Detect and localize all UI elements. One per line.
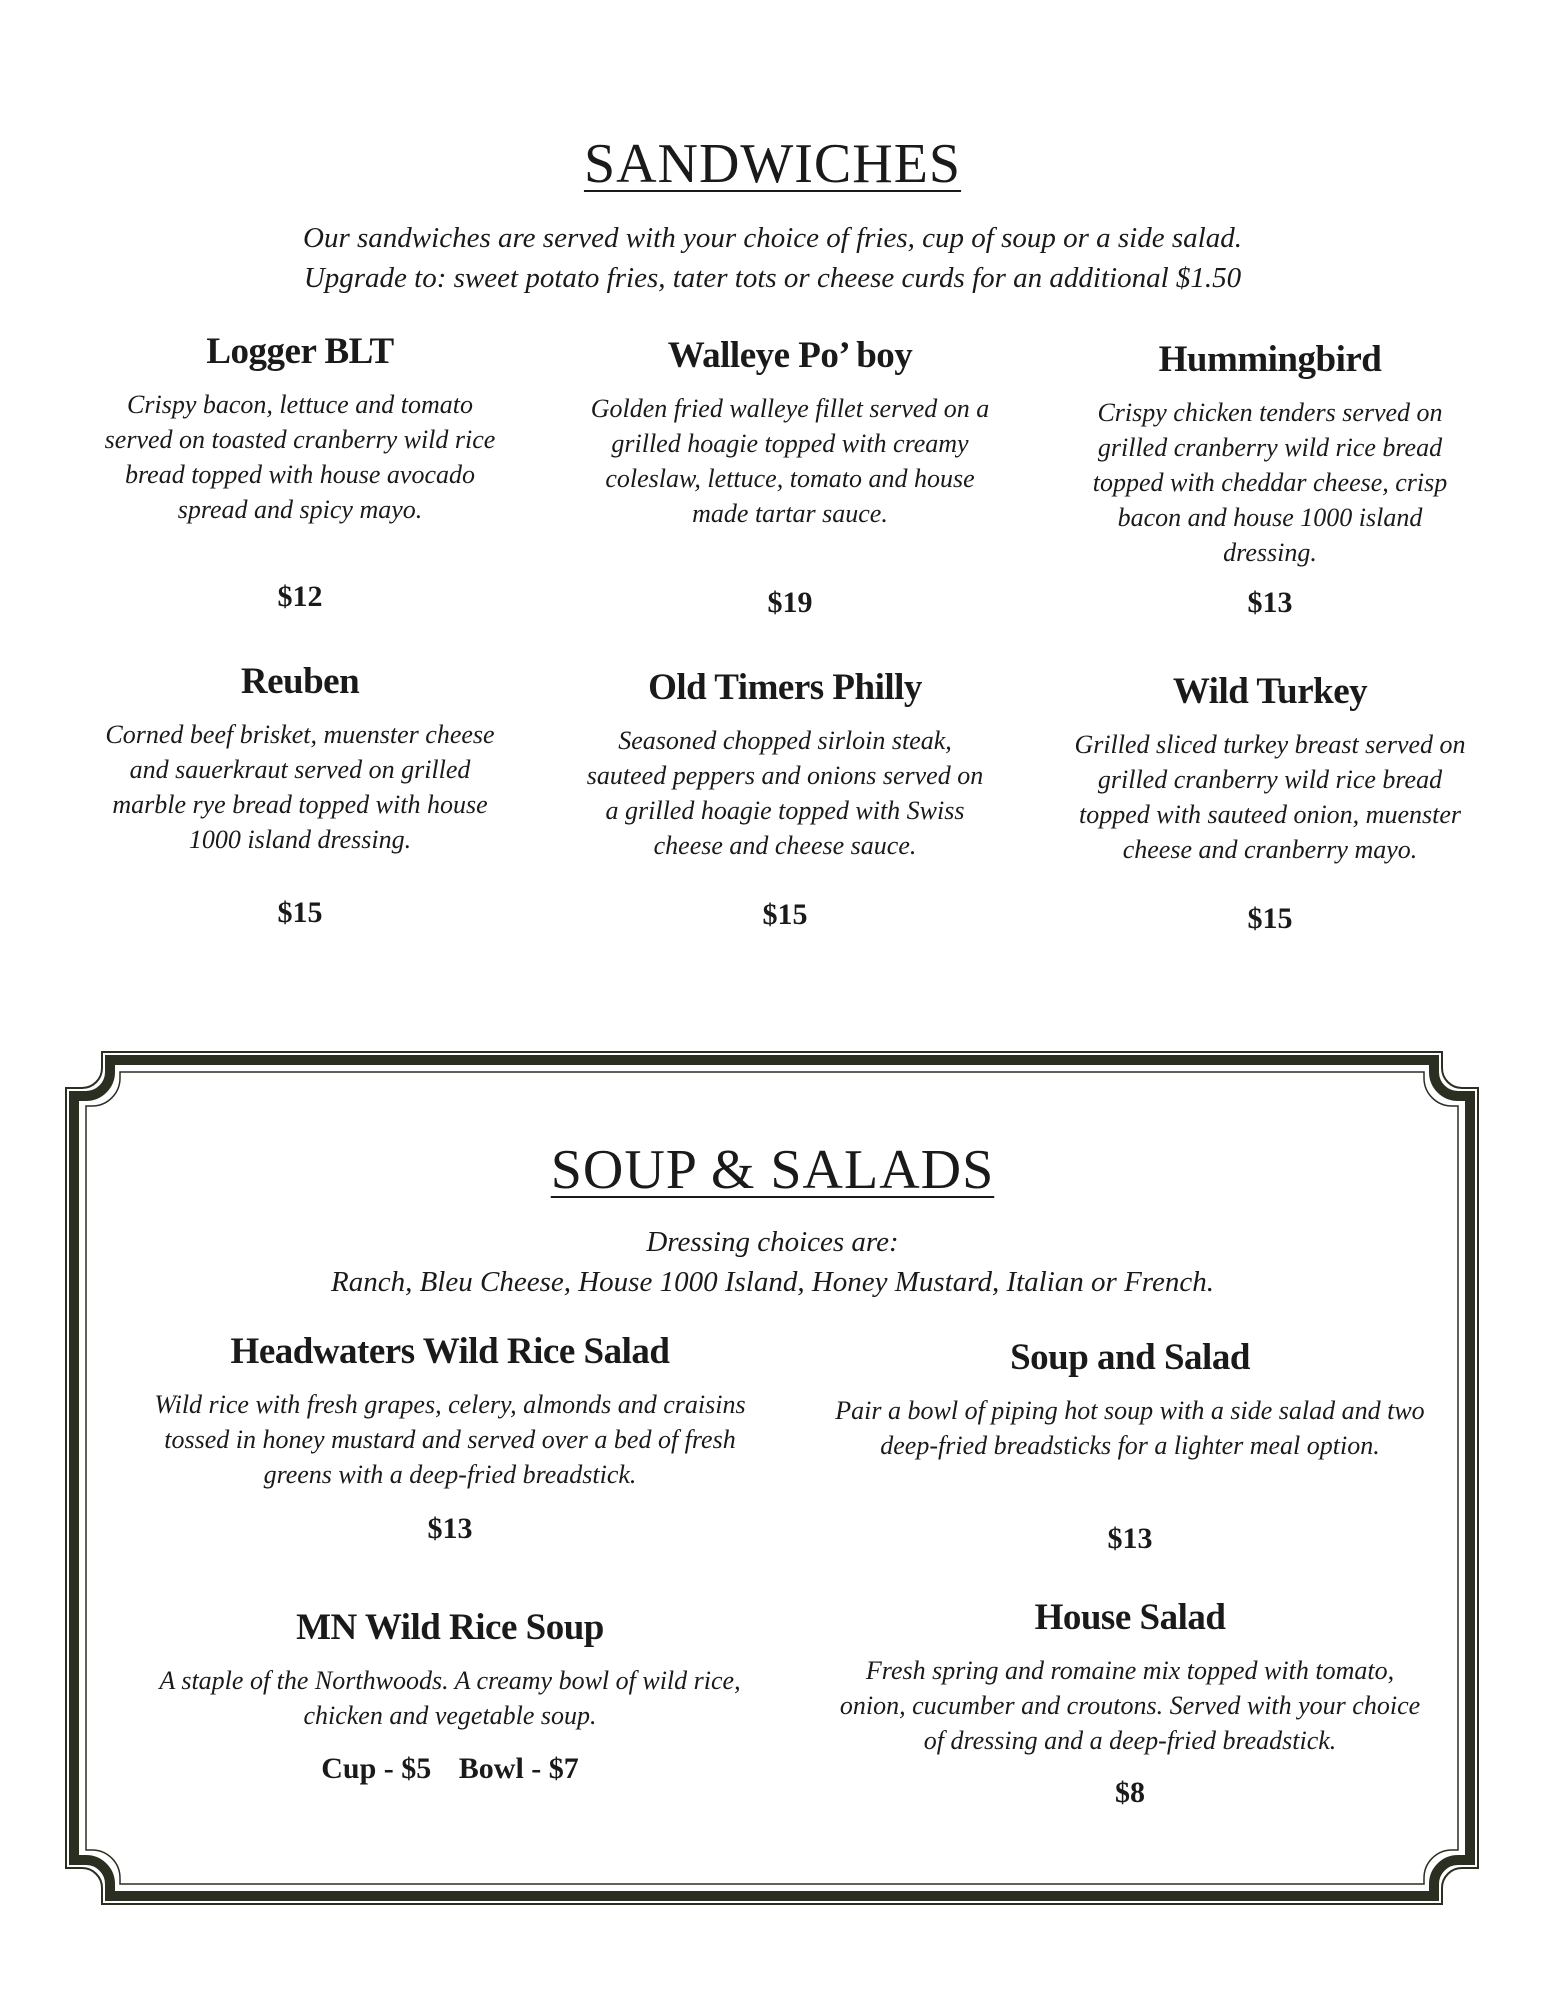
item-description: Wild rice with fresh grapes, celery, almonds and craisins tossed in honey mustard and served over a bed of fresh greens with a deep-fried breadstick. — [154, 1390, 746, 1489]
menu-item-headwaters-wild-rice-salad — [150, 1330, 750, 1580]
item-description: Pair a bowl of piping hot soup with a side salad and two deep-fried breadsticks for a lighter meal option. — [835, 1396, 1425, 1460]
menu-item-walleye-po-boy — [590, 334, 990, 634]
item-description: Fresh spring and romaine mix topped with tomato, onion, cucumber and croutons. Served with your choice of dressing and a deep-fried breadstick. — [839, 1656, 1421, 1755]
item-name: Old Timers Philly — [648, 667, 922, 708]
menu-item-mn-wild-rice-soup — [150, 1606, 750, 1806]
menu-item-reuben — [100, 660, 500, 960]
item-name: Reuben — [240, 661, 360, 702]
item-name: Headwaters Wild Rice Salad — [230, 1331, 670, 1372]
menu-item-hummingbird — [1075, 338, 1465, 638]
item-price-options — [150, 1752, 750, 1786]
intro-line-1: Our sandwiches are served with your choice of fries, cup of soup or a side salad. — [303, 222, 1242, 254]
item-description: Crispy chicken tenders served on grilled cranberry wild rice bread topped with cheddar cheese, crisp bacon and house 1000 island dressing. — [1092, 398, 1448, 567]
sandwiches-title: SANDWICHES — [583, 133, 962, 195]
soup-salads-title: SOUP & SALADS — [550, 1139, 995, 1201]
menu-item-logger-blt — [100, 330, 500, 630]
item-price: $15 — [762, 898, 808, 931]
item-description: Golden fried walleye fillet served on a grilled hoagie topped with creamy coleslaw, lettuce, tomato and house made tartar sauce. — [590, 394, 990, 528]
dressing-line-2: Ranch, Bleu Cheese, House 1000 Island, Honey Mustard, Italian or French. — [331, 1266, 1214, 1298]
item-price: $15 — [1247, 902, 1293, 935]
item-name: Logger BLT — [206, 331, 394, 372]
item-name: Wild Turkey — [1172, 671, 1368, 712]
item-name: Walleye Po’ boy — [667, 335, 913, 376]
item-description: Crispy bacon, lettuce and tomato served on toasted cranberry wild rice bread topped with house avocado spread and spicy mayo. — [104, 390, 496, 524]
item-price: $12 — [277, 580, 323, 613]
intro-line-2: Upgrade to: sweet potato fries, tater tots or cheese curds for an additional $1.50 — [303, 262, 1242, 294]
item-price: $8 — [1115, 1776, 1145, 1809]
menu-item-old-timers-philly — [585, 666, 985, 966]
item-description: Seasoned chopped sirloin steak, sauteed peppers and onions served on a grilled hoagie topped with Swiss cheese and cheese sauce. — [586, 726, 984, 860]
item-price: $19 — [767, 586, 813, 619]
item-description: A staple of the Northwoods. A creamy bowl of wild rice, chicken and vegetable soup. — [159, 1666, 741, 1730]
item-description: Corned beef brisket, muenster cheese and sauerkraut served on grilled marble rye bread topped with house 1000 island dressing. — [105, 720, 495, 854]
dressing-line-1: Dressing choices are: — [646, 1226, 899, 1258]
item-name: House Salad — [1034, 1597, 1226, 1638]
price-bowl: Bowl - $7 — [458, 1752, 579, 1785]
item-name: MN Wild Rice Soup — [296, 1607, 604, 1648]
item-name: Hummingbird — [1158, 339, 1382, 380]
menu-item-soup-and-salad — [830, 1336, 1430, 1586]
item-price: $15 — [277, 896, 323, 929]
dressing-choices — [0, 1222, 1545, 1302]
item-price: $13 — [1247, 586, 1293, 619]
price-cup: Cup - $5 — [321, 1752, 432, 1785]
item-price: $13 — [1107, 1522, 1153, 1555]
item-name: Soup and Salad — [1010, 1337, 1250, 1378]
item-price: $13 — [427, 1512, 473, 1545]
item-description: Grilled sliced turkey breast served on grilled cranberry wild rice bread topped with sauteed onion, muenster cheese and cranberry mayo. — [1074, 730, 1466, 864]
sandwiches-intro — [0, 218, 1545, 298]
menu-item-wild-turkey — [1070, 670, 1470, 970]
menu-item-house-salad — [830, 1596, 1430, 1816]
